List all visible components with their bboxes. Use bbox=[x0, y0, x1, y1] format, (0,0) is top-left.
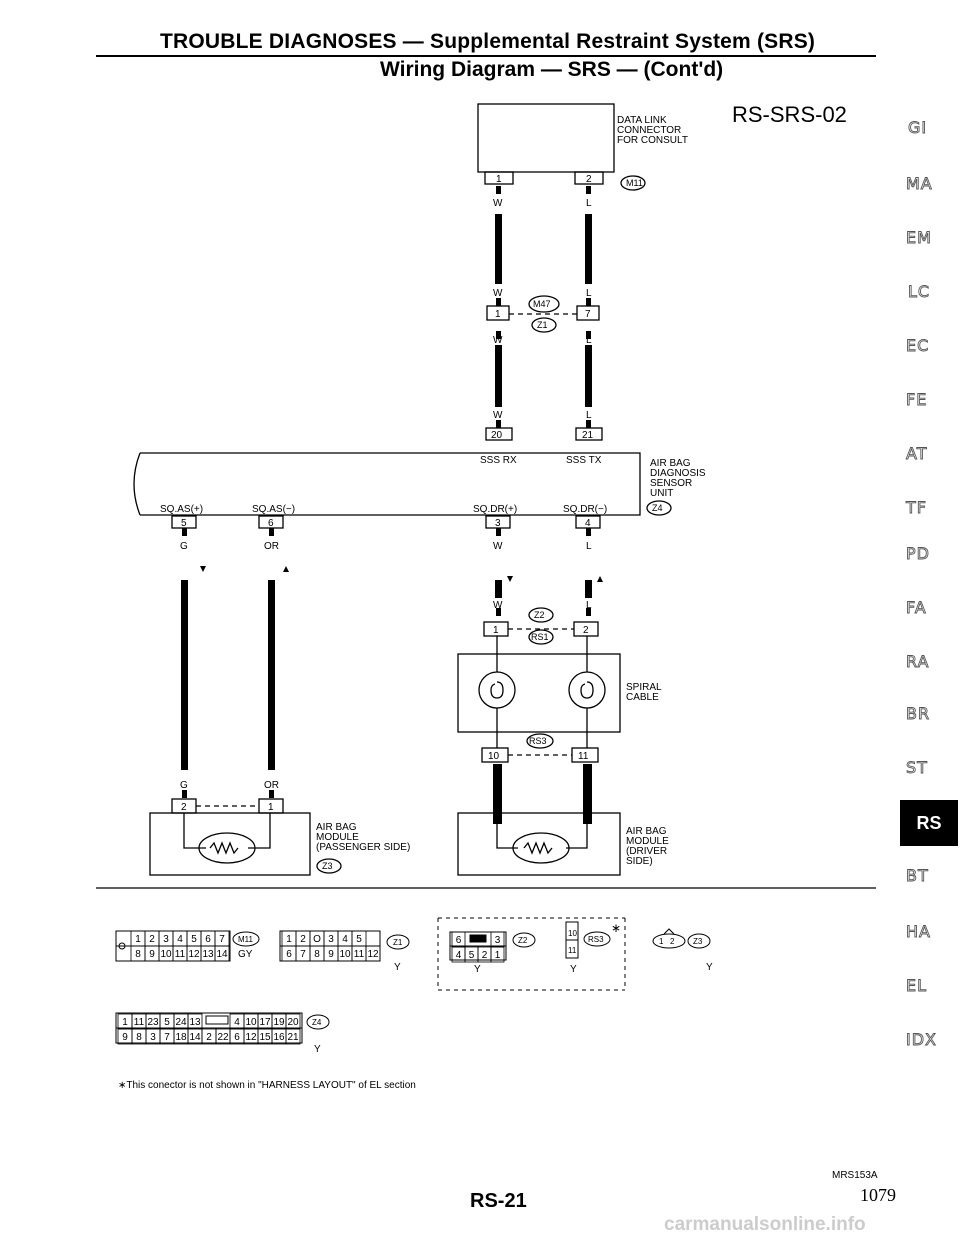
legend-z4-top-pin: 5 bbox=[164, 1017, 170, 1028]
legend-rs3-note-mark: ∗ bbox=[611, 921, 622, 935]
legend-rs3-id: RS3 bbox=[588, 935, 604, 944]
legend-z4-bottom-pin: 8 bbox=[136, 1032, 142, 1043]
side-tab-em[interactable]: EM bbox=[906, 228, 932, 247]
legend-z1-top-pin: 2 bbox=[300, 934, 306, 945]
driver-module-label-3: (DRIVER bbox=[626, 846, 668, 857]
legend-m11-bottom-pin: 12 bbox=[188, 949, 200, 960]
legend-z1-bottom-pin: 6 bbox=[286, 949, 292, 960]
legend-z2-bottom-pin: 4 bbox=[455, 950, 462, 961]
signal-sss-rx: SSS RX bbox=[480, 455, 517, 466]
joint-pin-right: 7 bbox=[585, 309, 591, 320]
legend-m11-color: GY bbox=[238, 949, 253, 960]
legend-m11-top-pin: 4 bbox=[177, 934, 183, 945]
driver-module-label-2: MODULE bbox=[626, 836, 669, 847]
spiral-cable-label-2: CABLE bbox=[626, 692, 659, 703]
data-link-label-2: CONNECTOR bbox=[617, 125, 682, 136]
connector-z4-label: Z4 bbox=[652, 503, 663, 513]
side-tab-br[interactable]: BR bbox=[906, 704, 931, 723]
legend-m11-bottom-pin: 9 bbox=[149, 949, 155, 960]
legend-z1-bottom-pin: 12 bbox=[367, 949, 379, 960]
signal-sq-as-minus: SQ.AS(−) bbox=[252, 504, 296, 515]
legend-z4-bottom-pin: 6 bbox=[234, 1032, 240, 1043]
sensor-pin-5: 5 bbox=[181, 518, 187, 529]
sensor-pin-20: 20 bbox=[491, 430, 503, 441]
sensor-pin-4: 4 bbox=[585, 518, 591, 529]
legend-z4-top-pin: 19 bbox=[273, 1017, 285, 1028]
side-tab-pd[interactable]: PD bbox=[906, 544, 930, 563]
legend-m11-top-pin: 6 bbox=[205, 934, 211, 945]
legend-z4-top-pin: 11 bbox=[133, 1017, 145, 1028]
z2-pin-1: 1 bbox=[493, 625, 499, 636]
legend-z3-color: Y bbox=[706, 962, 713, 973]
side-tab-bt[interactable]: BT bbox=[906, 866, 929, 885]
legend-z4-bottom-pin: 21 bbox=[287, 1032, 299, 1043]
folio-number: 1079 bbox=[860, 1185, 896, 1205]
legend-z1-bottom-pin: 9 bbox=[328, 949, 334, 960]
legend-z4-bottom-pin: 7 bbox=[164, 1032, 170, 1043]
watermark: carmanualsonline.info bbox=[664, 1214, 866, 1235]
sensor-pin-21: 21 bbox=[582, 430, 594, 441]
side-tab-gi[interactable]: GI bbox=[908, 118, 928, 137]
signal-sq-dr-minus: SQ.DR(−) bbox=[563, 504, 608, 515]
legend-z2-bottom-pin: 2 bbox=[481, 950, 488, 961]
data-link-connector-box bbox=[478, 104, 614, 172]
wire-color-w-2: W bbox=[493, 288, 503, 299]
wire-color-g-1: G bbox=[180, 541, 188, 552]
wire-color-g-2: G bbox=[180, 780, 188, 791]
legend-m11-top-pin: 5 bbox=[191, 934, 197, 945]
legend-m11-bottom-pin: 11 bbox=[174, 949, 186, 960]
connector-z2-label: Z2 bbox=[534, 610, 545, 620]
footnote: ∗This conector is not shown in "HARNESS LAYOUT" of EL section bbox=[118, 1080, 416, 1091]
legend-z4-top-pin: 13 bbox=[189, 1017, 201, 1028]
data-link-label-1: DATA LINK bbox=[617, 115, 667, 126]
legend-m11-bottom-pin: 13 bbox=[202, 949, 214, 960]
legend-m11-bottom-pin: 10 bbox=[160, 949, 172, 960]
passenger-module-label-2: MODULE bbox=[316, 832, 359, 843]
legend-z4-bottom-pin: 14 bbox=[189, 1032, 201, 1043]
sensor-unit-label-1: AIR BAG bbox=[650, 458, 691, 469]
legend-z4-bottom-pin: 18 bbox=[175, 1032, 187, 1043]
legend-z4-color: Y bbox=[314, 1044, 321, 1055]
wire-color-w-5: W bbox=[493, 541, 503, 552]
legend-m11-top-pin: 2 bbox=[149, 934, 155, 945]
connector-m47-label: M47 bbox=[533, 299, 551, 309]
connector-z3-label: Z3 bbox=[322, 861, 333, 871]
dlc-pin-2: 2 bbox=[586, 174, 592, 185]
signal-arrows bbox=[200, 566, 603, 582]
legend-m11-top-pin: 7 bbox=[219, 934, 225, 945]
side-tab-rs-active[interactable]: RS bbox=[900, 800, 958, 846]
wire-color-l-1: L bbox=[586, 198, 592, 209]
spiral-cable-label-1: SPIRAL bbox=[626, 682, 662, 693]
legend-z4-bottom-pin: 3 bbox=[150, 1032, 156, 1043]
side-tab-at[interactable]: AT bbox=[906, 444, 928, 463]
legend-z1-bottom-pin: 11 bbox=[353, 949, 365, 960]
wire-color-l-2: L bbox=[586, 288, 592, 299]
side-tab-ma[interactable]: MA bbox=[906, 174, 933, 193]
legend-m11-top-pin: 3 bbox=[163, 934, 169, 945]
legend-z1-id: Z1 bbox=[393, 938, 403, 947]
joint-pin-left: 1 bbox=[495, 309, 501, 320]
side-tab-lc[interactable]: LC bbox=[908, 282, 931, 301]
legend-m11-id: M11 bbox=[238, 935, 253, 944]
legend-z4-bottom-pin: 15 bbox=[259, 1032, 271, 1043]
legend-z4-bottom-pin: 22 bbox=[217, 1032, 229, 1043]
passenger-pin-1: 1 bbox=[268, 802, 274, 813]
wire-color-l-4: L bbox=[586, 410, 592, 421]
legend-m11-top-pin: 1 bbox=[135, 934, 141, 945]
side-tab-fa[interactable]: FA bbox=[906, 598, 927, 617]
legend-z1-top-pin: 1 bbox=[286, 934, 292, 945]
wire-color-or-1: OR bbox=[264, 541, 279, 552]
legend-z4-bottom-pin: 9 bbox=[122, 1032, 128, 1043]
legend-rs3-top: 10 bbox=[568, 929, 577, 938]
legend-z4-top-pin: 20 bbox=[287, 1017, 299, 1028]
legend-z4-top-pin: 24 bbox=[175, 1017, 187, 1028]
legend-z4-top-pin: 10 bbox=[245, 1017, 257, 1028]
legend-z1-bottom-pin: 7 bbox=[300, 949, 306, 960]
legend-z3-id: Z3 bbox=[693, 937, 703, 946]
side-tab-ha[interactable]: HA bbox=[906, 922, 931, 941]
wire-color-l-6: L bbox=[586, 600, 592, 611]
side-tab-el[interactable]: EL bbox=[906, 976, 928, 995]
connector-rs3-label: RS3 bbox=[529, 736, 547, 746]
rs3-pin-10: 10 bbox=[488, 751, 500, 762]
z2-pin-2: 2 bbox=[583, 625, 589, 636]
legend-z4-top-pin: 23 bbox=[147, 1017, 159, 1028]
legend-z1-bottom-pin: 8 bbox=[314, 949, 320, 960]
legend-z4-bottom-pin: 16 bbox=[273, 1032, 285, 1043]
sensor-pin-3: 3 bbox=[495, 518, 501, 529]
side-tab-ec[interactable]: EC bbox=[906, 336, 930, 355]
passenger-pin-2: 2 bbox=[181, 802, 187, 813]
legend-z1-top-pin: 3 bbox=[328, 934, 334, 945]
legend-z4-top-pin: 17 bbox=[259, 1017, 271, 1028]
driver-squib-icon bbox=[513, 833, 569, 863]
signal-sss-tx: SSS TX bbox=[566, 455, 602, 466]
wire-color-w-4: W bbox=[493, 410, 503, 421]
legend-z3-body bbox=[653, 934, 685, 948]
page-header-title: TROUBLE DIAGNOSES — Supplemental Restraint System (SRS) bbox=[160, 30, 816, 53]
page-header-subtitle: Wiring Diagram — SRS — (Cont'd) bbox=[380, 58, 724, 81]
legend-z2-top-pin: 6 bbox=[455, 935, 462, 946]
legend-z2-color: Y bbox=[474, 964, 481, 975]
side-tab-tf[interactable]: TF bbox=[906, 498, 927, 517]
passenger-module-label-3: (PASSENGER SIDE) bbox=[316, 842, 411, 853]
driver-module-label-4: SIDE) bbox=[626, 856, 653, 867]
legend-z3-pin-1: 1 bbox=[659, 937, 664, 946]
passenger-squib-icon bbox=[199, 833, 255, 863]
sensor-unit-label-2: DIAGNOSIS bbox=[650, 468, 706, 479]
signal-sq-dr-plus: SQ.DR(+) bbox=[473, 504, 518, 515]
legend-z1-top-pin: O bbox=[313, 934, 321, 945]
driver-module-label-1: AIR BAG bbox=[626, 826, 667, 837]
driver-module-box bbox=[458, 813, 620, 875]
legend-rs3-color: Y bbox=[570, 964, 577, 975]
legend-z1-color: Y bbox=[394, 962, 401, 973]
sensor-unit-label-3: SENSOR bbox=[650, 478, 693, 489]
legend-m11-bottom-pin: 8 bbox=[135, 949, 141, 960]
legend-z4-id: Z4 bbox=[312, 1018, 322, 1027]
side-tab-st[interactable]: ST bbox=[906, 758, 928, 777]
connector-rs1-label: RS1 bbox=[531, 632, 549, 642]
connector-m11-label: M11 bbox=[626, 178, 643, 188]
wire-color-w-3: W bbox=[493, 335, 503, 346]
spiral-coil-left-icon bbox=[479, 672, 515, 708]
wire-color-l-3: L bbox=[586, 335, 592, 346]
legend-rs3-bottom: 11 bbox=[568, 946, 577, 955]
data-link-label-3: FOR CONSULT bbox=[617, 135, 688, 146]
passenger-module-label-1: AIR BAG bbox=[316, 822, 357, 833]
legend-z2-top-pin: 3 bbox=[494, 935, 501, 946]
legend-z4-top-pin: 1 bbox=[122, 1017, 128, 1028]
legend-z4-top-pin: 4 bbox=[234, 1017, 240, 1028]
connector-z1-label: Z1 bbox=[537, 320, 548, 330]
signal-sq-as-plus: SQ.AS(+) bbox=[160, 504, 204, 515]
legend-z1-top-pin: 4 bbox=[342, 934, 348, 945]
spiral-cable-box bbox=[458, 654, 620, 732]
rs3-pin-11: 11 bbox=[578, 751, 589, 762]
dlc-pin-1: 1 bbox=[496, 174, 502, 185]
side-tab-fe[interactable]: FE bbox=[906, 390, 928, 409]
legend-z2-id: Z2 bbox=[518, 936, 528, 945]
legend-z2-bottom-pin: 1 bbox=[494, 950, 501, 961]
legend-z2-bottom-pin: 5 bbox=[468, 950, 475, 961]
spiral-coil-right-icon bbox=[569, 672, 605, 708]
side-tab-ra[interactable]: RA bbox=[906, 652, 930, 671]
legend-z4-bottom-pin: 12 bbox=[245, 1032, 257, 1043]
wire-color-w-1: W bbox=[493, 198, 503, 209]
legend-z1-top-pin: 5 bbox=[356, 934, 362, 945]
legend-m11-bottom-pin: 14 bbox=[216, 949, 228, 960]
wire-color-w-6: W bbox=[493, 600, 503, 611]
sensor-unit-label-4: UNIT bbox=[650, 488, 674, 499]
legend-z3-pin-2: 2 bbox=[670, 937, 675, 946]
wire-color-l-5: L bbox=[586, 541, 592, 552]
side-tab-idx[interactable]: IDX bbox=[906, 1030, 937, 1049]
sensor-pin-6: 6 bbox=[268, 518, 274, 529]
figure-ref-code: MRS153A bbox=[832, 1170, 878, 1181]
page-number: RS-21 bbox=[470, 1190, 527, 1212]
legend-z4-bottom-pin: 2 bbox=[206, 1032, 212, 1043]
wire-color-or-2: OR bbox=[264, 780, 279, 791]
harness-wires bbox=[181, 186, 592, 824]
diagram-id: RS-SRS-02 bbox=[732, 102, 847, 127]
legend-z1-bottom-pin: 10 bbox=[339, 949, 351, 960]
